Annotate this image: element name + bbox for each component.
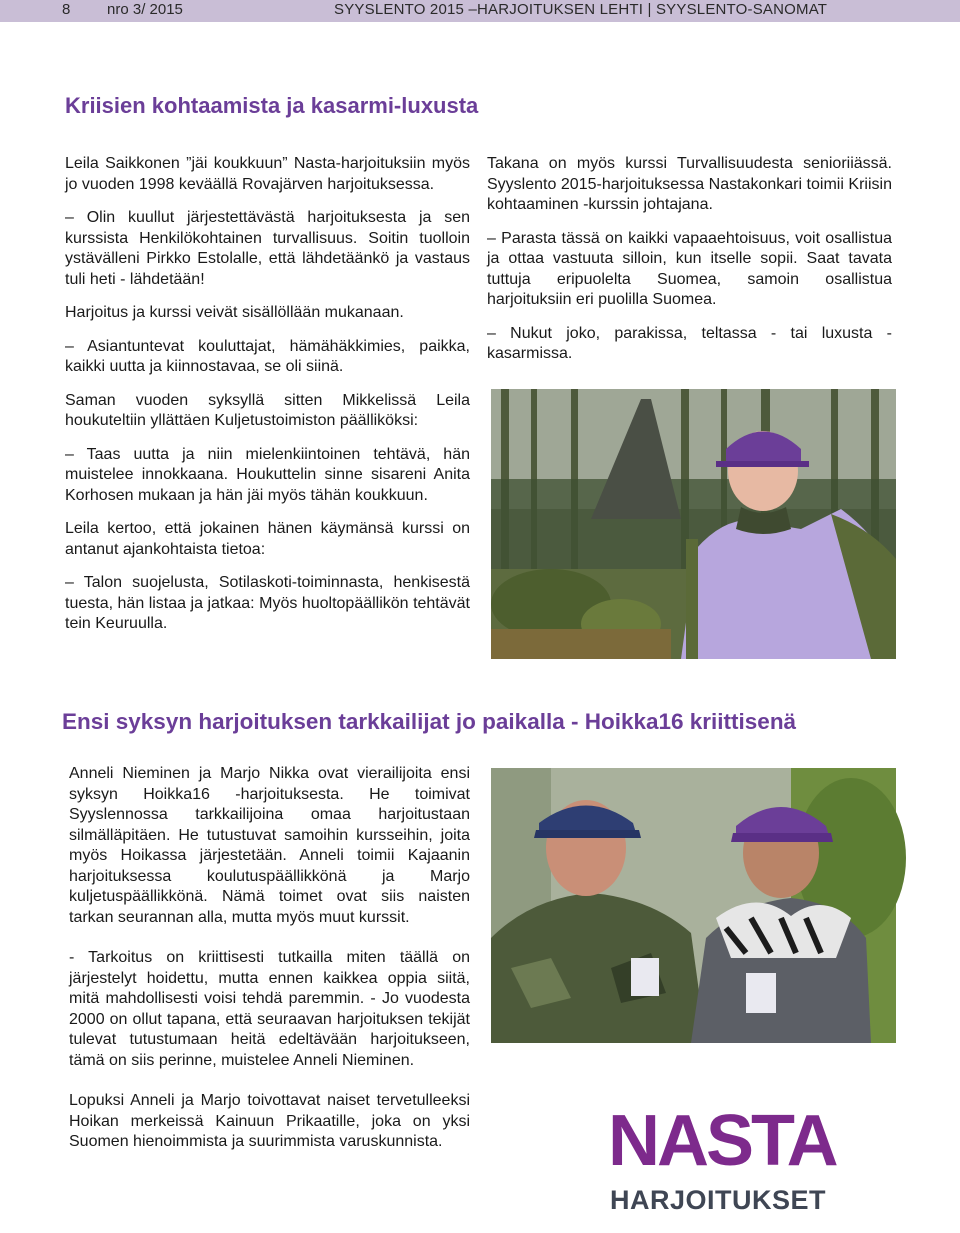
paragraph: Leila Saikkonen ”jäi koukkuun” Nasta-harjoituksiin myös jo vuoden 1998 keväällä Rovajärven harjoituksessa.	[65, 155, 470, 193]
paragraph: Saman vuoden syksyllä sitten Mikkelissä Leila houkuteltiin yllättäen Kuljetustoimiston päälliköksi:	[65, 391, 470, 429]
paragraph: – Olin kuullut järjestettävästä harjoituksesta ja sen kurssista Henkilökohtainen turvallisuus. Soitin tuolloin ystävälleni Pirkko Estolalle, että lähdetäänkö ja vastaus tuli heti - lähdetään!	[65, 209, 470, 288]
article1-left-column	[65, 154, 470, 648]
paragraph: – Nukut joko, parakissa, teltassa - tai luxusta - kasarmissa.	[487, 324, 892, 362]
article2-column	[69, 764, 470, 1173]
paragraph: – Talon suojelusta, Sotilaskoti-toiminnasta, henkisestä tuesta, hän listaa ja jatkaa: Myös huoltopäällikön tehtävät tein Keuruulla.	[65, 574, 470, 632]
paragraph: Anneli Nieminen ja Marjo Nikka ovat vierailijoita ensi syksyn Hoikka16 -harjoituksesta. He toimivat Syyslennossa tarkkailijoina omaa harjoitustaan silmälläpitäen. He tutustuvat samoihin kursseihin, joita myös Hoikassa järjestetään. Anneli toimii Kajaanin harjoituksessa koulutuspäällikkönä ja Marjo kuljetuspäällikkönä. Nämä toimet ovat siis naisten tarkan seurannan alla, mutta myös muut kurssit.	[69, 765, 470, 926]
photo-anneli-and-marjo	[491, 768, 896, 1043]
issue-number: nro 3/ 2015	[107, 1, 183, 18]
paragraph: Harjoitus ja kurssi veivät sisällöllään mukanaan.	[65, 304, 404, 321]
logo-wordmark: NASTA	[608, 1101, 836, 1181]
paragraph: – Asiantuntevat kouluttajat, hämähäkkimies, paikka, kaikki uutta ja kiinnostavaa, se oli siinä.	[65, 337, 470, 375]
article1-right-column	[487, 154, 892, 378]
paragraph: Leila kertoo, että jokainen hänen käymänsä kurssi on antanut ajankohtaista tietoa:	[65, 520, 470, 558]
logo-subtitle: HARJOITUKSET	[610, 1185, 827, 1215]
publication-title: SYYSLENTO 2015 –HARJOITUKSEN LEHTI | SYYSLENTO-SANOMAT	[334, 1, 828, 18]
page-number: 8	[62, 1, 71, 18]
paragraph: Lopuksi Anneli ja Marjo toivottavat naiset tervetulleeksi Hoikan merkeissä Kainuun Prikaatille, joka on yksi Suomen hienoimmista ja suurimmista varuskunnista.	[69, 1092, 470, 1150]
article2-headline: Ensi syksyn harjoituksen tarkkailijat jo paikalla - Hoikka16 kriittisenä	[62, 709, 797, 734]
paragraph: Takana on myös kurssi Turvallisuudesta senioriiässä. Syyslento 2015-harjoituksessa Nastakonkari toimii Kriisin kohtaaminen -kurssin johtajana.	[487, 155, 892, 213]
page-header	[0, 0, 960, 22]
paragraph: – Taas uutta ja niin mielenkiintoinen tehtävä, hän muistelee innokkaana. Houkuttelin sinne sisareni Anita Korhosen mukaan ja hän jäi myös tähän koukkuun.	[65, 445, 470, 504]
paragraph: - Tarkoitus on kriittisesti tutkailla miten täällä on järjestelyt hoidettu, mutta ennen kaikkea oppia siitä, mitä mahdollisesti voisi tehdä paremmin. - Jo vuodesta 2000 on ollut tapana, että seuraavan harjoituksen tekijät tulevat tutustumaan heitä edeltävään harjoitukseen, tämä on siis perinne, muistelee Anneli Nieminen.	[69, 949, 470, 1069]
article1-headline: Kriisien kohtaamista ja kasarmi-luxusta	[65, 93, 479, 118]
nasta-harjoitukset-logo	[604, 1083, 836, 1223]
paragraph: – Parasta tässä on kaikki vapaaehtoisuus, voit osallistua ja ottaa vastuuta silloin, kun itselle sopii. Saat tavata tuttuja eripuolelta Suomea, samoin osallistua harjoituksiin eri puolilla Suomea.	[487, 229, 892, 308]
photo-leila-saikkonen	[491, 389, 896, 659]
